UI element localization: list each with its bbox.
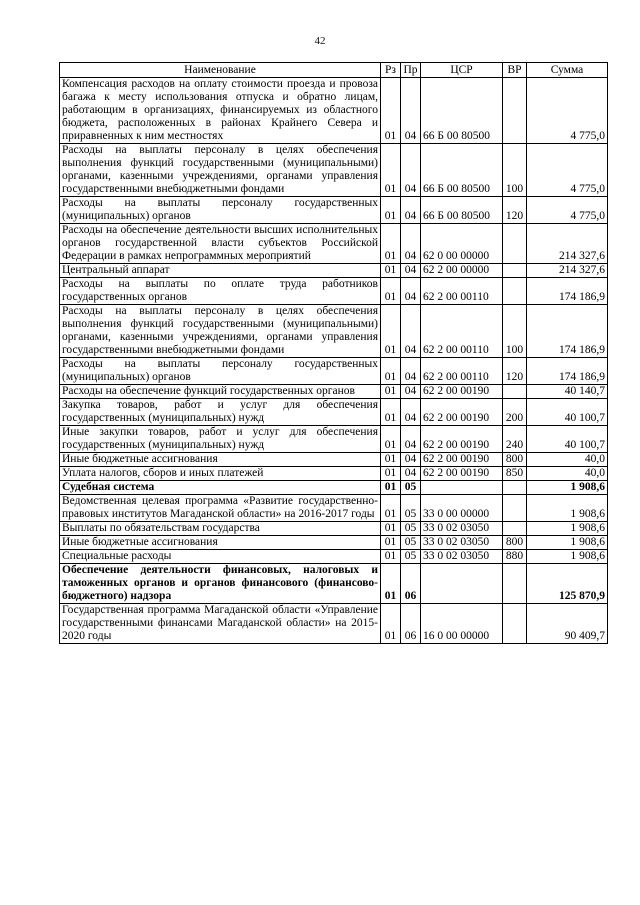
- row-vr: [503, 604, 527, 644]
- row-pr: 05: [401, 550, 421, 564]
- row-pr: 04: [401, 305, 421, 358]
- row-pr: 04: [401, 197, 421, 224]
- table-row: [60, 564, 608, 604]
- table-row: [60, 278, 608, 305]
- row-name: Судебная система: [60, 481, 381, 495]
- row-pr: 04: [401, 144, 421, 197]
- header-name: Наименование: [60, 63, 381, 78]
- row-pr: 04: [401, 264, 421, 278]
- row-csr: 33 0 02 03050: [421, 550, 503, 564]
- table-row: [60, 358, 608, 385]
- row-csr: 62 2 00 00110: [421, 305, 503, 358]
- row-name: Расходы на выплаты персоналу государственных (муниципальных) органов: [60, 358, 381, 385]
- row-pr: 04: [401, 224, 421, 264]
- row-sum: 40 100,7: [527, 426, 608, 453]
- row-rz: 01: [381, 144, 401, 197]
- row-vr: 120: [503, 358, 527, 385]
- row-pr: 04: [401, 385, 421, 399]
- row-sum: 1 908,6: [527, 481, 608, 495]
- row-pr: 05: [401, 481, 421, 495]
- row-pr: 04: [401, 467, 421, 481]
- row-sum: 40 100,7: [527, 399, 608, 426]
- row-rz: 01: [381, 426, 401, 453]
- row-vr: 240: [503, 426, 527, 453]
- row-sum: 4 775,0: [527, 78, 608, 144]
- row-vr: 800: [503, 536, 527, 550]
- row-csr: 66 Б 00 80500: [421, 197, 503, 224]
- row-sum: 214 327,6: [527, 224, 608, 264]
- row-vr: 850: [503, 467, 527, 481]
- table-row: [60, 144, 608, 197]
- row-name: Ведомственная целевая программа «Развитие государственно-правовых институтов Магаданской области» на 2016-2017 годы: [60, 495, 381, 522]
- table-row: [60, 467, 608, 481]
- row-sum: 4 775,0: [527, 144, 608, 197]
- row-rz: 01: [381, 522, 401, 536]
- table-row: [60, 550, 608, 564]
- row-pr: 04: [401, 78, 421, 144]
- table-row: [60, 522, 608, 536]
- row-name: Расходы на выплаты персоналу в целях обеспечения выполнения функций государственными (муниципальными) органами, казенными учреждениями, органами управления государственными внебюджетными фондами: [60, 305, 381, 358]
- row-csr: 16 0 00 00000: [421, 604, 503, 644]
- row-rz: 01: [381, 399, 401, 426]
- row-sum: 174 186,9: [527, 278, 608, 305]
- row-pr: 04: [401, 426, 421, 453]
- row-rz: 01: [381, 564, 401, 604]
- row-sum: 1 908,6: [527, 550, 608, 564]
- row-csr: 62 2 00 00190: [421, 467, 503, 481]
- row-sum: 40 140,7: [527, 385, 608, 399]
- table-header-row: [60, 63, 608, 78]
- row-vr: 100: [503, 144, 527, 197]
- row-rz: 01: [381, 197, 401, 224]
- row-name: Иные бюджетные ассигнования: [60, 536, 381, 550]
- row-pr: 04: [401, 399, 421, 426]
- header-vr: ВР: [503, 63, 527, 78]
- row-csr: 66 Б 00 80500: [421, 144, 503, 197]
- row-rz: 01: [381, 536, 401, 550]
- row-name: Расходы на обеспечение функций государственных органов: [60, 385, 381, 399]
- row-vr: [503, 385, 527, 399]
- row-name: Закупка товаров, работ и услуг для обеспечения государственных (муниципальных) нужд: [60, 399, 381, 426]
- row-csr: 33 0 02 03050: [421, 522, 503, 536]
- row-sum: 40,0: [527, 467, 608, 481]
- table-row: [60, 197, 608, 224]
- row-sum: 125 870,9: [527, 564, 608, 604]
- row-csr: [421, 481, 503, 495]
- row-name: Расходы на выплаты персоналу государственных (муниципальных) органов: [60, 197, 381, 224]
- row-sum: 1 908,6: [527, 522, 608, 536]
- table-row: [60, 78, 608, 144]
- row-csr: 33 0 00 00000: [421, 495, 503, 522]
- row-name: Расходы на выплаты по оплате труда работников государственных органов: [60, 278, 381, 305]
- table-row: [60, 224, 608, 264]
- row-vr: [503, 564, 527, 604]
- row-vr: [503, 495, 527, 522]
- row-csr: 33 0 02 03050: [421, 536, 503, 550]
- row-name: Центральный аппарат: [60, 264, 381, 278]
- row-sum: 174 186,9: [527, 358, 608, 385]
- row-name: Государственная программа Магаданской области «Управление государственными финансами Магаданской области» на 2015-2020 годы: [60, 604, 381, 644]
- row-sum: 90 409,7: [527, 604, 608, 644]
- row-pr: 04: [401, 278, 421, 305]
- row-rz: 01: [381, 358, 401, 385]
- row-pr: 05: [401, 536, 421, 550]
- row-pr: 04: [401, 358, 421, 385]
- table-row: [60, 426, 608, 453]
- row-name: Уплата налогов, сборов и иных платежей: [60, 467, 381, 481]
- table-row: [60, 536, 608, 550]
- row-vr: [503, 264, 527, 278]
- row-csr: 62 2 00 00110: [421, 278, 503, 305]
- table-row: [60, 264, 608, 278]
- row-csr: 62 2 00 00000: [421, 264, 503, 278]
- row-csr: 62 2 00 00190: [421, 399, 503, 426]
- row-csr: 62 2 00 00190: [421, 453, 503, 467]
- table-row: [60, 453, 608, 467]
- row-rz: 01: [381, 481, 401, 495]
- row-sum: 40,0: [527, 453, 608, 467]
- row-rz: 01: [381, 467, 401, 481]
- table-row: [60, 399, 608, 426]
- row-csr: 62 0 00 00000: [421, 224, 503, 264]
- row-vr: 880: [503, 550, 527, 564]
- row-vr: [503, 78, 527, 144]
- table-row: [60, 385, 608, 399]
- row-rz: 01: [381, 224, 401, 264]
- row-vr: [503, 481, 527, 495]
- row-rz: 01: [381, 495, 401, 522]
- row-sum: 174 186,9: [527, 305, 608, 358]
- row-vr: 200: [503, 399, 527, 426]
- row-rz: 01: [381, 78, 401, 144]
- row-vr: [503, 224, 527, 264]
- table-row: [60, 495, 608, 522]
- table-row: [60, 604, 608, 644]
- row-rz: 01: [381, 278, 401, 305]
- row-name: Специальные расходы: [60, 550, 381, 564]
- row-rz: 01: [381, 550, 401, 564]
- row-vr: 800: [503, 453, 527, 467]
- row-pr: 06: [401, 564, 421, 604]
- row-vr: [503, 522, 527, 536]
- header-pr: Пр: [401, 63, 421, 78]
- row-rz: 01: [381, 264, 401, 278]
- row-csr: 62 2 00 00190: [421, 426, 503, 453]
- row-pr: 05: [401, 522, 421, 536]
- row-csr: 62 2 00 00190: [421, 385, 503, 399]
- row-csr: [421, 564, 503, 604]
- row-name: Обеспечение деятельности финансовых, налоговых и таможенных органов и органов финансового (финансово-бюджетного) надзора: [60, 564, 381, 604]
- header-sum: Сумма: [527, 63, 608, 78]
- row-csr: 62 2 00 00110: [421, 358, 503, 385]
- row-csr: 66 Б 00 80500: [421, 78, 503, 144]
- row-name: Компенсация расходов на оплату стоимости проезда и провоза багажа к месту использования отпуска и обратно лицам, работающим в организациях, финансируемых из областного бюджета, расположенных в районах Крайнего Севера и приравненных к ним местностях: [60, 78, 381, 144]
- header-csr: ЦСР: [421, 63, 503, 78]
- page-number: 42: [314, 35, 326, 47]
- row-name: Иные бюджетные ассигнования: [60, 453, 381, 467]
- row-pr: 06: [401, 604, 421, 644]
- row-vr: [503, 278, 527, 305]
- row-sum: 1 908,6: [527, 536, 608, 550]
- row-pr: 05: [401, 495, 421, 522]
- row-name: Расходы на обеспечение деятельности высших исполнительных органов государственной власти субъектов Российской Федерации в рамках непрограммных мероприятий: [60, 224, 381, 264]
- row-sum: 214 327,6: [527, 264, 608, 278]
- row-vr: 100: [503, 305, 527, 358]
- row-rz: 01: [381, 604, 401, 644]
- table-row: [60, 481, 608, 495]
- table-row: [60, 305, 608, 358]
- row-rz: 01: [381, 453, 401, 467]
- row-pr: 04: [401, 453, 421, 467]
- row-rz: 01: [381, 385, 401, 399]
- header-rz: Рз: [381, 63, 401, 78]
- budget-table: [59, 62, 608, 644]
- row-name: Иные закупки товаров, работ и услуг для обеспечения государственных (муниципальных) нужд: [60, 426, 381, 453]
- row-rz: 01: [381, 305, 401, 358]
- row-sum: 4 775,0: [527, 197, 608, 224]
- row-name: Выплаты по обязательствам государства: [60, 522, 381, 536]
- row-sum: 1 908,6: [527, 495, 608, 522]
- row-vr: 120: [503, 197, 527, 224]
- row-name: Расходы на выплаты персоналу в целях обеспечения выполнения функций государственными (муниципальными) органами, казенными учреждениями, органами управления государственными внебюджетными фондами: [60, 144, 381, 197]
